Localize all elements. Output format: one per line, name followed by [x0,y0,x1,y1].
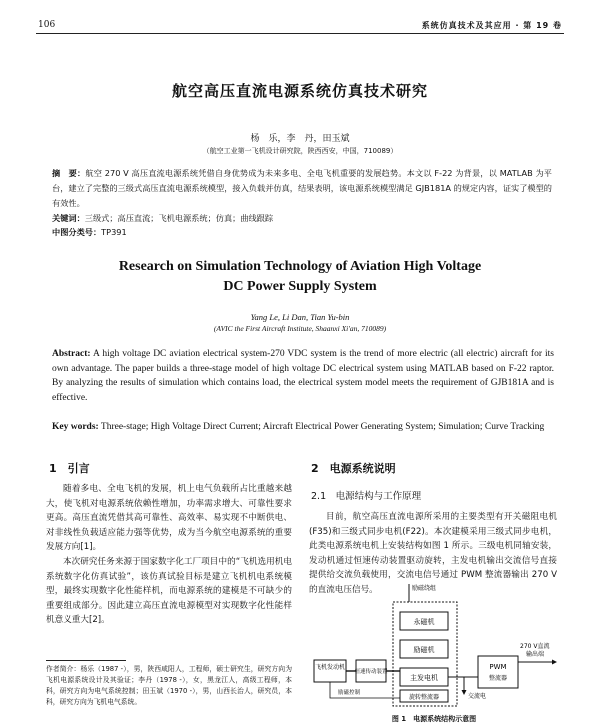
clc-cn-text: TP391 [101,227,127,237]
clc-cn-label: 中图分类号： [52,227,102,237]
label-excitation: 励磁绕组 [412,585,437,592]
keywords-cn-label: 关键词： [52,213,85,223]
pwm-rectifier-box [478,656,518,688]
abstract-en [52,347,554,405]
label-rotating-rectifier: 旋转整流器 [408,694,440,701]
affiliation-cn: （航空工业第一飞机设计研究院，陕西西安，中国，710089） [202,147,398,155]
label-permanent-magnet: 永磁机 [413,618,435,626]
keywords-cn-text: 三级式；高压直流；飞机电源系统；仿真；曲线跟踪 [84,213,274,223]
figure-1-caption: 图 1 电源系统结构示意图 [391,715,477,723]
label-pwm-line2: 整流器 [488,675,508,682]
section1-heading: 1 引言 [49,462,90,475]
page-number: 106 [38,20,56,30]
abstract-cn-text: 航空 270 V 高压直流电源系统凭借自身优势成为未来多电、全电飞机重要的发展趋势。本文以 F-22 为背景，以 MATLAB 为平台，建立了完整的三级式高压直流电源系统模型，接入负载并仿真，结果表明，该电源系统模型满足 GJB181A 的规定内容，证实了模型的有效性。 [52,168,552,208]
label-exciter: 励磁机 [413,646,435,654]
abstract-en-label: Abstract: [52,349,91,359]
authors-en: Yang Le, Li Dan, Tian Yu-bin [250,312,350,322]
title-cn: 航空高压直流电源系统仿真技术研究 [171,82,428,100]
affiliation-en: (AVIC the First Aircraft Institute, Shaanxi Xi'an, 710089) [213,324,387,333]
label-dc-out-line2: 输出端 [526,651,545,658]
authors-cn: 杨 乐，李 丹，田玉斌 [250,134,350,144]
clc-cn [52,227,552,238]
label-excite-control: 励磁控制 [338,690,361,696]
footnote-rule [46,660,126,661]
keywords-en-text: Three-stage; High Voltage Direct Current; Aircraft Electrical Power Generating System; Simulation; Curve Tracking [98,422,545,432]
footnote: 作者简介：杨乐（1987 -），男，陕西咸阳人，工程师，硕士研究生，研究方向为飞机电源系统设计及其验证；李丹（1978 -），女，黑龙江人，高级工程师，本科，研究方向为电气系统控制；田玉斌（1970 -），男，山西长治人，研究员，本科，研究方向为飞机电气系统。 [46,665,292,706]
abstract-en-text: A high voltage DC aviation electrical system-270 VDC system is the trend of more electric (all electric) aircraft for its own advantage. The paper builds a three-stage model of high voltage DC electrical system using MATLAB based on F-22 raptor. By analyzing the results of simulation which contains load, the electrical system model meets the requirement of GJB181A and is effective. [52,349,554,403]
label-engine: 飞机发动机 [314,664,346,671]
keywords-en [52,420,554,435]
label-dc-out-line1: 270 V直流 [520,643,550,650]
abstract-cn [52,166,552,211]
label-csd: 恒速传动装置 [354,669,388,675]
keywords-cn [52,213,552,224]
abstract-cn-label: 摘 要： [52,168,86,178]
section1-para1: 随着多电、全电飞机的发展，机上电气负载所占比重越来越大，使飞机对电源系统依赖性增加，功率需求增大、可靠性要求更高。高压直流凭借其高可靠性、高效率、易实现不中断供电、对非线性负载适应能力强等优势，成为当今航空电源系统的重要发展方向[1]。 [46,484,292,552]
figure-1-diagram [308,582,560,712]
section2-subheading: 2.1 电源结构与工作原理 [311,491,422,502]
label-pwm-line1: PWM [489,663,507,671]
header-rule [36,33,564,34]
label-main-gen: 主发电机 [410,674,438,682]
keywords-en-label: Key words: [52,422,99,432]
section2-heading: 2 电源系统说明 [311,462,396,475]
section1-para2: 本次研究任务来源于国家数字化工厂项目中的“飞机选用机电系统数字化仿真试验”，该仿真试验目标是建立飞机机电系统模型，最终实现数字化性能样机，而电源系统的建模是不可缺少的重要组成部分。因此建立高压直流电源模型对实现数字化性能样机意义重大[2]。 [46,557,292,625]
title-en-line1: Research on Simulation Technology of Aviation High Voltage [118,259,482,274]
journal-header: 系统仿真技术及其应用 · 第 19 卷 [421,21,562,30]
title-en-line2: DC Power Supply System [223,279,377,294]
label-ac-load: 交流电 [468,693,487,700]
section2-para1: 目前，航空高压直流电源所采用的主要类型有开关磁阻电机(F35)和三级式同步电机(F22)。本次建模采用三级式同步电机，此类电源系统电机上安装结构如图 1 所示。三级电机同轴安装，发动机通过恒速传动装置驱动旋转，主发电机输出交流信号直接提供给交流负载使用，交流电信号通过 PWM 整流器输出 270 V 的直流电压信号。 [309,512,557,595]
